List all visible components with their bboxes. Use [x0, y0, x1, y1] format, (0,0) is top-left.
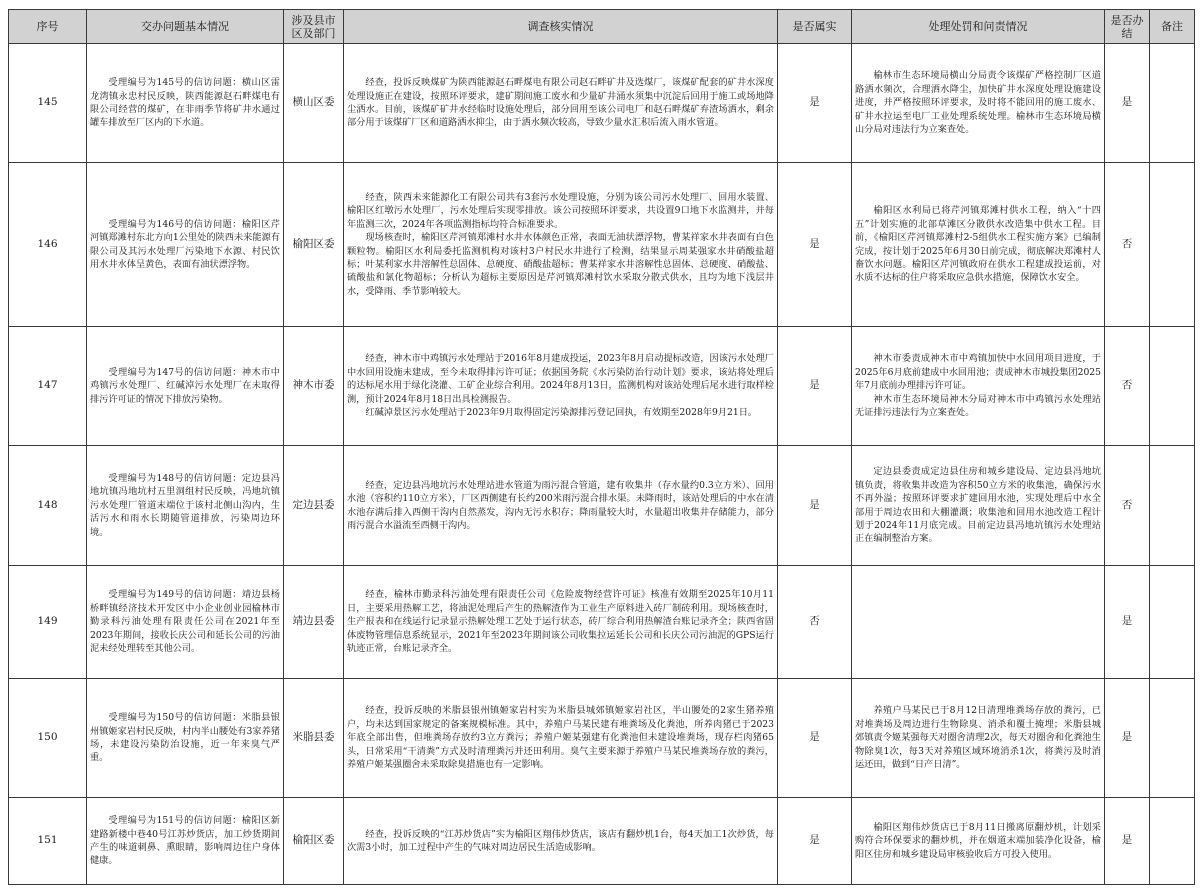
verified-status: 是 [778, 327, 852, 446]
handling-result [852, 163, 1105, 327]
handling-result-paragraph: 神木市委责成神木市中鸡镇加快中水回用项目进度，于2025年6月底前建成中水回用池；责成神木市城投集团2025年7月底前办理排污许可证。 [855, 353, 1101, 392]
row-number: 149 [9, 566, 87, 679]
table-row [9, 446, 1195, 566]
investigation-result-paragraph: 红碱淖景区污水处理站于2023年9月取得固定污染源排污登记回执，有效期至2028年9月21日。 [365, 407, 758, 419]
remarks [1150, 44, 1195, 163]
table-row [9, 679, 1195, 798]
investigation-result [344, 566, 778, 679]
header-completed: 是否办结 [1105, 10, 1150, 44]
verified-status: 是 [778, 446, 852, 566]
investigation-result [344, 798, 778, 885]
header-handling: 处理处罚和问责情况 [852, 10, 1105, 44]
completed-status: 是 [1105, 44, 1150, 163]
table-row [9, 566, 1195, 679]
handling-result-paragraph: 养殖户马某民已于8月12日清理堆粪场存放的粪污，已对堆粪场及周边进行生物除臭、消杀和覆土掩埋；米脂县城郊镇责令姬某强每天对圈舍清理2次，每天对圈舍和化粪池生物除臭1次，每3天对养殖区域环境消杀1次，将粪污及时消运还田，做到“日产日清”。 [855, 705, 1101, 771]
responsible-dept: 定边县委 [284, 446, 344, 566]
responsible-dept: 米脂县委 [284, 679, 344, 798]
header-no: 序号 [9, 10, 87, 44]
issue-description-paragraph: 受理编号为149号的信访问题：靖边县杨桥畔镇经济技术开发区中小企业创业园榆林市勤录科污油处理有限责任公司在2021年至2023年期间，接收长庆公司和延长公司的污油泥未经处理转至其他公司。 [90, 589, 280, 655]
handling-result [852, 446, 1105, 566]
handling-result-paragraph: 榆阳区水利局已将芹河镇郑滩村供水工程，纳入“十四五”计划实施的北部草滩区分散供水改造集中供水工程。目前，《榆阳区芹河镇郑滩村2-5组供水工程实施方案》已编制完成，按计划于2025年6月30日前完成，彻底解决郑滩村人畜饮水问题。榆阳区芹河镇政府在供水工程建成投运前，对水质不达标的住户将采取应急供水措施，保障饮水安全。 [855, 205, 1101, 284]
handling-result-paragraph: 榆林市生态环境局横山分局责令该煤矿严格控制厂区道路洒水频次，合理洒水降尘，加快矿井水深度处理设施建设进度，并严格按照环评要求，及时将不能回用的施工废水、矿井水拉运至电厂工业处理系统处理。榆林市生态环境局横山分局对违法行为立案查处。 [855, 70, 1101, 136]
table-row [9, 44, 1195, 163]
header-dept: 涉及县市区及部门 [284, 10, 344, 44]
completed-status: 是 [1105, 798, 1150, 885]
table-header [9, 10, 1195, 44]
responsible-dept: 神木市委 [284, 327, 344, 446]
header-investigation: 调查核实情况 [344, 10, 778, 44]
header-remarks: 备注 [1150, 10, 1195, 44]
remarks [1150, 679, 1195, 798]
issue-description-paragraph: 受理编号为150号的信访问题：米脂县银州镇姬家岩村民反映，村内半山腰处有3家养猪场，未建设污染防治设施，近一年来臭气严重。 [90, 712, 280, 764]
issue-description [87, 327, 284, 446]
issue-description-paragraph: 受理编号为148号的信访问题：定边县冯地坑镇冯地坑村五里洞组村民反映，冯地坑镇污水处理厂管道末端位于该村北侧山沟内，生活污水和雨水长期随管道排放，污染周边环境。 [90, 472, 280, 538]
responsible-dept: 榆阳区委 [284, 798, 344, 885]
issue-description [87, 163, 284, 327]
table-row [9, 798, 1195, 885]
responsible-dept: 榆阳区委 [284, 163, 344, 327]
row-number: 145 [9, 44, 87, 163]
completed-status: 否 [1105, 163, 1150, 327]
completed-status: 否 [1105, 446, 1150, 566]
header-verified: 是否属实 [778, 10, 852, 44]
handling-result-paragraph: 榆阳区翔伟炒货店已于8月11日搬离原翻炒机，计划采购符合环保要求的翻炒机，并在烟道末端加装净化设备，榆阳区住房和城乡建设局审核验收后方可投入使用。 [855, 821, 1101, 860]
investigation-result-paragraph: 经查，投诉反映的“江苏炒货店”实为榆阳区翔伟炒货店，该店有翻炒机1台，每4天加工1次炒货，每次需3小时，加工过程中产生的气味对周边居民生活造成影响。 [347, 828, 774, 853]
table-row [9, 327, 1195, 446]
investigation-result [344, 327, 778, 446]
completed-status: 否 [1105, 327, 1150, 446]
responsible-dept: 靖边县委 [284, 566, 344, 679]
investigation-result-paragraph: 经查，定边县冯地坑污水处理站进水管道为雨污混合管道，建有收集井（存水量约0.3立方米）、回用水池（容积约110立方米），厂区西侧建有长约200米雨污混合排水渠。未降雨时，该站处理后的中水在清水池存满后排入西侧干沟内自然蒸发，沟内无污水积存；降雨量较大时，水量超出收集井存储能力，部分雨污混合水溢流至西侧干沟内。 [347, 479, 774, 531]
investigation-result-paragraph: 经查，投诉反映煤矿为陕西能源赵石畔煤电有限公司赵石畔矿井及选煤厂，该煤矿配套的矿井水深度处理设施正在建设，按照环评要求，建矿期间施工废水和少量矿井涌水须集中沉淀后回用于施工或场地降尘洒水。目前，该煤矿矿井水经临时设施处理后，部分回用至该公司电厂和赵石畔煤矿弃渣场洒水，剩余部分用于该煤矿厂区和道路洒水抑尘，由于洒水频次较高，导致少量水汇积后流入雨水管道。 [347, 77, 774, 129]
issue-description [87, 446, 284, 566]
issue-description-paragraph: 受理编号为147号的信访问题：神木市中鸡镇污水处理厂、红碱淖污水处理厂在未取得排污许可证的情况下排放污染物。 [90, 366, 280, 405]
row-number: 150 [9, 679, 87, 798]
handling-result [852, 327, 1105, 446]
verified-status: 是 [778, 798, 852, 885]
remarks [1150, 327, 1195, 446]
investigation-result-paragraph: 经查，神木市中鸡镇污水处理站于2016年8月建成投运，2023年8月启动提标改造，因该污水处理厂中水回用设施未建成，至今未取得排污许可证；依据国务院《水污染防治行动计划》要求，该站将处理后的达标尾水用于绿化浇灌、工矿企业综合利用。2024年8月13日，监测机构对该站处理后尾水进行取样检测，预计2024年8月18日出具检测报告。 [347, 353, 774, 405]
completed-status: 是 [1105, 566, 1150, 679]
investigation-result-paragraph: 现场核查时，榆阳区芹河镇郑滩村水井水体颜色正常，表面无油状漂浮物，曹某祥家水井表面有白色颗粒物。榆阳区水利局委托监测机构对该村3户村民水井进行了检测，结果显示周某强家水井硝酸盐超标；叶某利家水井溶解性总固体、总硬度、硝酸盐超标；曹某祥家水井溶解性总固体、总硬度、硝酸盐、硫酸盐和氯化物超标；分析认为超标主要原因是芹河镇郑滩村饮水采取分散式供水，且均为地下浅层井水，受降雨、季节影响较大。 [347, 232, 774, 297]
issue-description-paragraph: 受理编号为145号的信访问题：横山区雷龙湾镇永忠村民反映，陕西能源赵石畔煤电有限公司经营的煤矿，在非雨季节将矿井水通过罐车排放至厂区内的下水道。 [90, 77, 280, 129]
table-row [9, 163, 1195, 327]
header-issue: 交办问题基本情况 [87, 10, 284, 44]
verified-status: 是 [778, 679, 852, 798]
responsible-dept: 横山区委 [284, 44, 344, 163]
investigation-result-paragraph: 经查，投诉反映的米脂县银州镇姬家岩村实为米脂县城郊镇姬家岩社区，半山腰处的2家生猪养殖户，均未达到国家规定的备案规模标准。其中，养殖户马某民建有堆粪场及化粪池，所养肉猪已于2023年底全部出售，但堆粪场存放约3立方粪污；养殖户姬某强建有化粪池但未建设堆粪场，现存栏肉猪65头，日常采用“干清粪”方式及时清理粪污并还田利用。臭气主要来源于养殖户马某民堆粪场存放的粪污，养殖户姬某强圈舍未采取除臭措施也有一定影响。 [347, 705, 774, 771]
investigation-result-paragraph: 经查，陕西未来能源化工有限公司共有3套污水处理设施，分别为该公司污水处理厂、回用水装置、榆阳区红墩污水处理厂，污水处理后实现零排放。该公司按照环评要求，共设置9口地下水监测井，并每年监测三次，2024年各项监测指标均符合标准要求。 [347, 191, 774, 230]
table-body [9, 44, 1195, 885]
issue-description [87, 44, 284, 163]
issue-description [87, 679, 284, 798]
remarks [1150, 163, 1195, 327]
row-number: 146 [9, 163, 87, 327]
issue-description [87, 798, 284, 885]
issue-description-paragraph: 受理编号为151号的信访问题：榆阳区新建路新楼中巷40号江苏炒货店，加工炒货期间产生的味道刺鼻、熏眼睛，影响周边住户身体健康。 [90, 815, 280, 867]
petition-table [8, 9, 1195, 885]
verified-status: 是 [778, 44, 852, 163]
handling-result [852, 44, 1105, 163]
handling-result [852, 566, 1105, 679]
handling-result-paragraph: 定边县委责成定边县住房和城乡建设局、定边县冯地坑镇负责，将收集井改造为容积50立方米的收集池，确保污水不再外溢；按照环评要求扩建回用水池，实现处理后中水全部用于周边农田和大棚灌溉；收集池和回用水池改造工程计划于2024年11月底完成。目前定边县冯地坑镇污水处理站正在编制整治方案。 [855, 466, 1101, 545]
investigation-result [344, 163, 778, 327]
remarks [1150, 798, 1195, 885]
issue-description [87, 566, 284, 679]
row-number: 151 [9, 798, 87, 885]
completed-status: 是 [1105, 679, 1150, 798]
verified-status: 否 [778, 566, 852, 679]
remarks [1150, 566, 1195, 679]
remarks [1150, 446, 1195, 566]
handling-result [852, 679, 1105, 798]
row-number: 148 [9, 446, 87, 566]
investigation-result [344, 679, 778, 798]
investigation-result-paragraph: 经查，榆林市勤录科污油处理有限责任公司《危险废物经营许可证》核准有效期至2025年10月11日，主要采用热解工艺，将油泥处理后产生的热解渣作为工业生产原料进入砖厂制砖利用。现场核查时，生产报表和在线运行记录显示热解处理工艺处于运行状态，砖厂综合利用热解渣台账记录齐全；陕西省固体废物管理信息系统显示，2021年至2023年期间该公司收集拉运延长公司和长庆公司污油泥的GPS运行轨迹正常，台账记录齐全。 [347, 589, 774, 655]
investigation-result [344, 446, 778, 566]
issue-description-paragraph: 受理编号为146号的信访问题：榆阳区芹河镇郑滩村东北方向1公里处的陕西未来能源有限公司及其污水处理厂污染地下水源、村民饮用水井水体呈黄色，表面有油状漂浮物。 [90, 218, 280, 270]
verified-status: 是 [778, 163, 852, 327]
handling-result [852, 798, 1105, 885]
row-number: 147 [9, 327, 87, 446]
handling-result-paragraph: 神木市生态环境局神木分局对神木市中鸡镇污水处理站无证排污违法行为立案查处。 [855, 393, 1101, 419]
investigation-result [344, 44, 778, 163]
